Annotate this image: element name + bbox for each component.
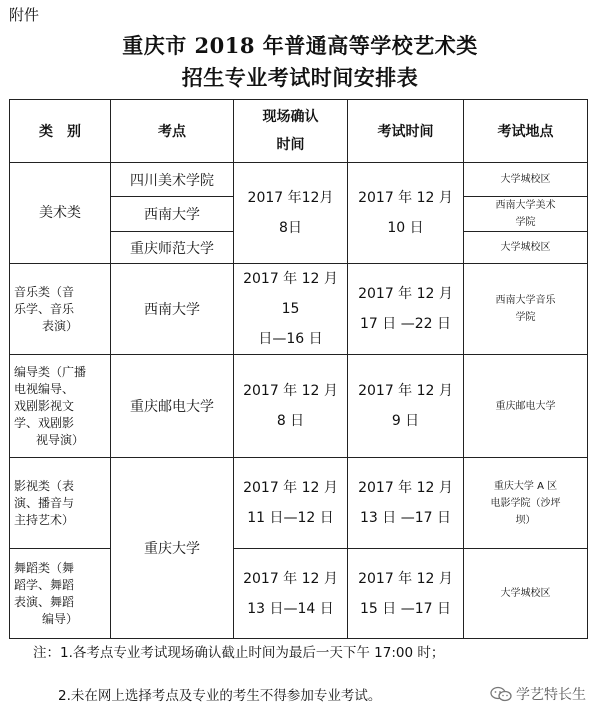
- table-row: [10, 264, 588, 355]
- date-line: 17 日 —22 日: [360, 316, 451, 332]
- exam-time-cell: [348, 264, 464, 355]
- category-wudao: [10, 549, 111, 639]
- table-row: [10, 458, 588, 549]
- header-confirm-line2: 时间: [276, 137, 305, 153]
- category-line: 音乐类（音: [14, 284, 75, 299]
- date-line: 2017 年 12 月: [358, 286, 453, 302]
- category-line: 主持艺术）: [14, 512, 75, 527]
- category-line: 戏剧影视文: [14, 398, 75, 413]
- exam-time-cell: [348, 458, 464, 549]
- attachment-label: 附件: [9, 6, 40, 24]
- note-2: 2.未在网上选择考点及专业的考生不得参加专业考试。: [58, 688, 382, 704]
- date-line: 2017 年 12 月: [358, 480, 453, 496]
- category-line: 舞蹈类（舞: [14, 560, 75, 575]
- location-line: 重庆大学 A 区: [493, 480, 558, 492]
- location-cell: [464, 355, 588, 458]
- location-line: 西南大学音乐: [495, 295, 556, 306]
- table-row: [10, 163, 588, 197]
- category-line: 电视编导、: [14, 381, 75, 396]
- category-line: 蹈学、舞蹈: [14, 577, 75, 592]
- date-line: 8日: [279, 220, 302, 236]
- category-biandao: [10, 355, 111, 458]
- date-line: 2017 年 12 月: [243, 570, 338, 587]
- location-line: 西南大学美术: [495, 200, 556, 211]
- location-line: 学院: [515, 312, 536, 323]
- category-line: 视导演）: [35, 432, 84, 447]
- date-line: 2017 年 12 月: [358, 190, 453, 206]
- venue-cell: 西南大学: [111, 197, 234, 232]
- category-line: 表演）: [41, 318, 78, 333]
- header-exam-time: 考试时间: [348, 100, 464, 163]
- date-line: 2017 年 12 月: [243, 383, 338, 399]
- location-line: 大学城校区: [500, 588, 551, 599]
- exam-time-cell: [348, 163, 464, 264]
- category-line: 表演、舞蹈: [14, 594, 75, 609]
- note-1: 注：1.各考点专业考试现场确认截止时间为最后一天下午 17:00 时；: [33, 645, 445, 661]
- category-line: 编导）: [41, 611, 78, 626]
- location-line: 重庆邮电大学: [495, 400, 556, 412]
- date-line: 13 日—14 日: [247, 600, 334, 617]
- location-line: 坝）: [515, 514, 536, 526]
- category-meishu: 美术类: [10, 163, 111, 264]
- watermark: [490, 684, 586, 704]
- location-cell: [464, 458, 588, 549]
- exam-time-cell: [348, 549, 464, 639]
- confirm-time-cell: [234, 163, 348, 264]
- category-line: 编导类（广播: [14, 364, 87, 379]
- category-line: 乐学、音乐: [14, 301, 75, 316]
- category-line: 学、戏剧影: [14, 415, 75, 430]
- location-line: 学院: [515, 217, 536, 228]
- date-line: 15 日 —17 日: [360, 600, 451, 617]
- category-yinyue: [10, 264, 111, 355]
- date-line: 8 日: [276, 413, 305, 429]
- header-confirm-line1: 现场确认: [262, 109, 319, 125]
- location-cell: [464, 549, 588, 639]
- date-line: 2017 年 12 月: [358, 383, 453, 399]
- watermark-text: 学艺特长生: [516, 687, 586, 703]
- venue-cell: 西南大学: [111, 264, 234, 355]
- confirm-time-cell: [234, 355, 348, 458]
- category-line: 影视类（表: [14, 478, 75, 493]
- table-row: [10, 355, 588, 458]
- location-cell: [464, 197, 588, 232]
- page-subtitle: 招生专业考试时间安排表: [181, 65, 419, 90]
- location-line: 大学城校区: [500, 174, 551, 185]
- table-row: [10, 549, 588, 639]
- header-location: 考试地点: [464, 100, 588, 163]
- date-line: 11 日—12 日: [247, 510, 334, 526]
- date-line: 9 日: [391, 413, 420, 429]
- date-line: 2017 年 12 月 15: [243, 271, 338, 317]
- wechat-icon: [490, 686, 512, 702]
- location-line: 电影学院（沙坪: [490, 497, 561, 509]
- header-confirm-time: [234, 100, 348, 163]
- page-title: 重庆市 2018 年普通高等学校艺术类: [122, 33, 478, 58]
- date-line: 2017 年 12 月: [243, 480, 338, 496]
- date-line: 13 日 —17 日: [360, 510, 451, 526]
- confirm-time-cell: [234, 458, 348, 549]
- location-cell: [464, 264, 588, 355]
- confirm-time-cell: [234, 264, 348, 355]
- date-line: 2017 年 12 月: [358, 570, 453, 587]
- location-cell: [464, 232, 588, 264]
- header-category: 类 别: [10, 100, 111, 163]
- venue-cell: 重庆师范大学: [111, 232, 234, 264]
- location-line: 大学城校区: [500, 242, 551, 253]
- location-cell: [464, 163, 588, 197]
- date-line: 10 日: [387, 220, 424, 236]
- category-line: 演、播音与: [14, 495, 75, 510]
- venue-cell: 重庆邮电大学: [111, 355, 234, 458]
- confirm-time-cell: [234, 549, 348, 639]
- venue-cell: 四川美术学院: [111, 163, 234, 197]
- category-yingshi: [10, 458, 111, 549]
- header-row: [10, 100, 588, 163]
- exam-time-cell: [348, 355, 464, 458]
- schedule-table: [9, 99, 588, 639]
- date-line: 2017 年12月: [247, 190, 334, 206]
- date-line: 日—16 日: [258, 331, 323, 347]
- header-venue: 考点: [111, 100, 234, 163]
- venue-cell: 重庆大学: [111, 458, 234, 639]
